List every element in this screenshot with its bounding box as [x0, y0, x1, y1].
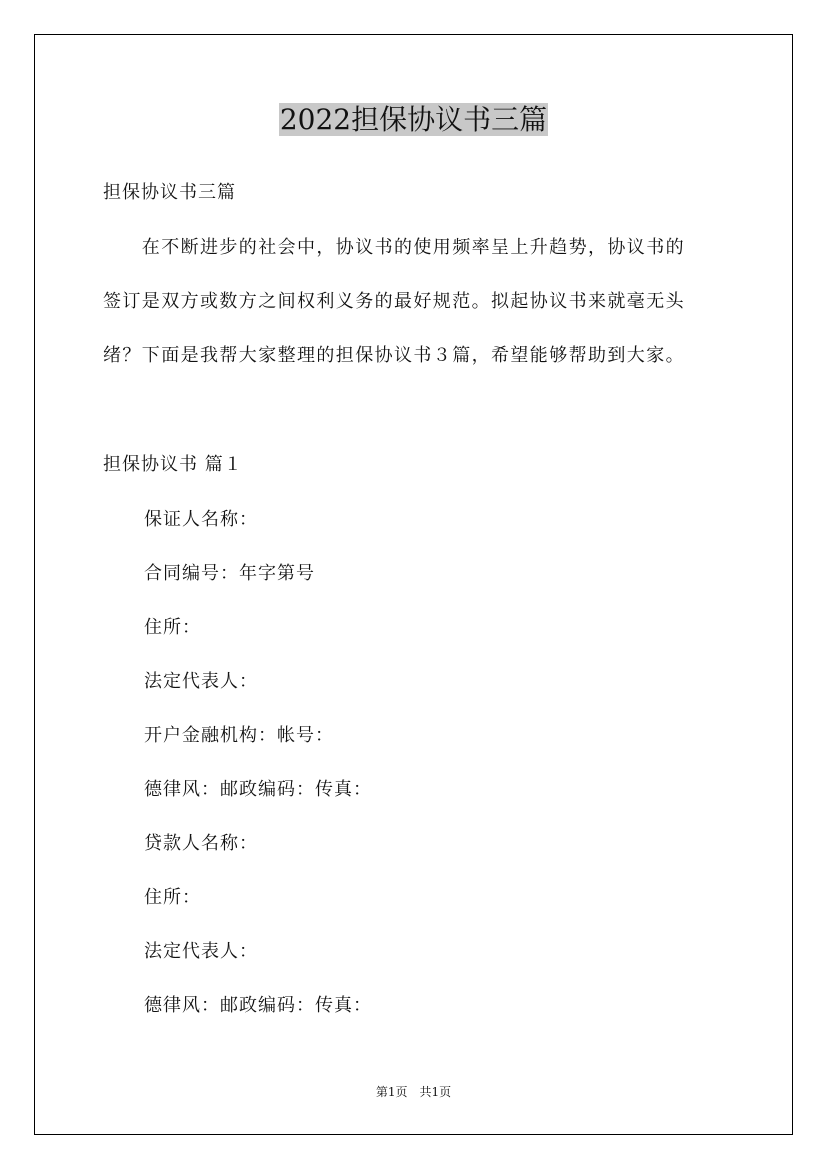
field-line: 法定代表人： — [144, 941, 258, 962]
document-title-text: 2022担保协议书三篇 — [279, 103, 548, 136]
field-line: 住所： — [144, 617, 201, 638]
page-footer: 第1页 共1页 — [375, 1085, 452, 1099]
subtitle: 担保协议书三篇 — [103, 182, 236, 203]
field-line: 开户金融机构：帐号： — [144, 725, 334, 746]
intro-line: 在不断进步的社会中，协议书的使用频率呈上升趋势，协议书的 — [103, 237, 685, 258]
field-line: 法定代表人： — [144, 671, 258, 692]
field-line: 德律风：邮政编码：传真： — [144, 779, 372, 800]
field-line: 贷款人名称： — [144, 833, 258, 854]
field-line: 住所： — [144, 887, 201, 908]
section-heading: 担保协议书 篇１ — [103, 454, 243, 475]
intro-line: 绪？下面是我帮大家整理的担保协议书３篇，希望能够帮助到大家。 — [103, 345, 685, 366]
document-title — [0, 100, 827, 140]
field-line: 德律风：邮政编码：传真： — [144, 995, 372, 1016]
field-line: 保证人名称： — [144, 509, 258, 530]
intro-line: 签订是双方或数方之间权利义务的最好规范。拟起协议书来就毫无头 — [103, 291, 685, 312]
field-line: 合同编号：年字第号 — [144, 563, 315, 584]
